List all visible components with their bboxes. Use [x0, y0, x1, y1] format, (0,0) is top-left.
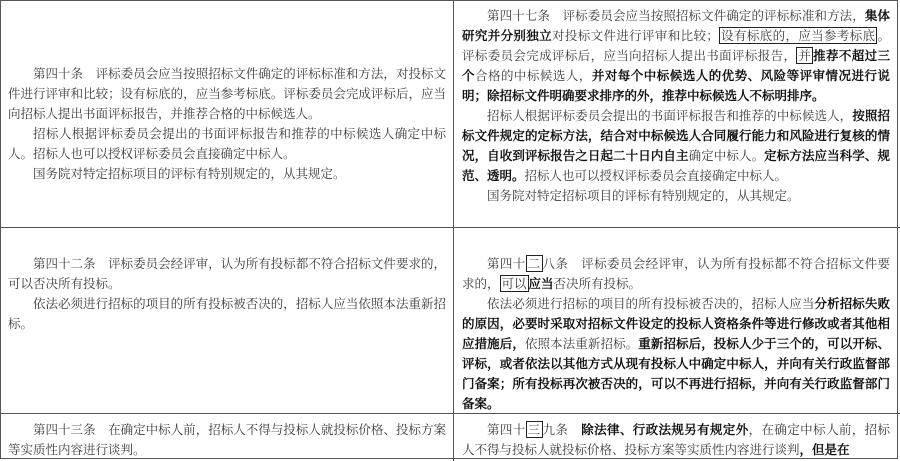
- paragraph: [462, 106, 890, 186]
- text: ，在确定中标人前，招标人不得与投标人就投标价格、投标方案等实质性内容进行谈判: [462, 422, 890, 457]
- paragraph: 第四十三条 在确定中标人前，招标人不得与投标人就投标价格、投标方案等实质性内容进行谈判。: [8, 422, 446, 457]
- added-text: 除法律、行政法规另有规定外: [581, 422, 749, 437]
- paragraph: 国务院对特定招标项目的评标有特别规定的，从其规定。: [487, 188, 800, 203]
- added-text: 应当: [528, 276, 554, 291]
- text: 第四十七条 评标委员会应当按照招标文件确定的评标标准和方法，: [487, 8, 865, 23]
- text: 第四十: [487, 256, 526, 271]
- old-article-42: [2, 254, 452, 334]
- text: 否决所有投标。: [553, 276, 642, 291]
- column-divider: [453, 0, 454, 461]
- deleted-text: 并: [798, 48, 812, 63]
- new-article-47: [456, 6, 896, 206]
- old-article-40: [2, 64, 452, 184]
- old-article-43: [2, 420, 452, 460]
- paragraph: 依法必须进行招标的项目的所有投标被否决的，招标人应当依照本法重新招标。: [8, 296, 446, 331]
- paragraph: 招标人根据评标委员会提出的书面评标报告和推荐的中标候选人确定中标人。招标人也可以授权评标委员会直接确定中标人。: [8, 126, 446, 161]
- paragraph: 第四十条 评标委员会应当按照招标文件确定的评标标准和方法，对投标文件进行评审和比较；设有标底的，应当参考标底。评标委员会完成评标后，应当向招标人提出书面评标报告，并推荐合格的中标候选人。: [8, 66, 446, 121]
- text: 。评标委员会完成评标后，应当向招标人提出书面评标报告，: [462, 28, 890, 63]
- added-text: 推荐不超过三个: [462, 48, 890, 83]
- paragraph: [462, 6, 890, 106]
- text: 对投标文件进行评审和比较；: [552, 28, 719, 43]
- text: 合格的中标候选人，: [474, 68, 592, 83]
- added-text: ，但是在: [799, 442, 850, 457]
- text: 八条 评标委员会经评审，认为所有投标都不符合招标文件要求的，: [462, 256, 890, 291]
- deleted-text: 可以: [501, 276, 527, 291]
- paragraph: [462, 420, 890, 460]
- paragraph: 第四十二条 评标委员会经评审，认为所有投标都不符合招标文件要求的，可以否决所有投标。: [8, 256, 446, 291]
- text: 招标人也可以授权评标委员会直接确定中标人。: [524, 168, 788, 183]
- text: 依法必须进行招标的项目的所有投标被否决的，招标人应当: [487, 296, 815, 311]
- deleted-text: 三: [527, 422, 541, 437]
- paragraph: 国务院对特定招标项目的评标有特别规定的，从其规定。: [33, 166, 346, 181]
- added-text: 定标方法应当科学、规范、透明。: [462, 148, 890, 183]
- paragraph: [462, 254, 890, 294]
- added-text: 集体研究并分别独立: [462, 8, 890, 43]
- new-article-48: [456, 254, 896, 414]
- added-text: 按照招标文件规定的定标方法，结合对中标候选人合同履行能力和风险进行复核的情况，自收到评标报告之日起二十日内自主: [462, 108, 890, 163]
- text: 确定中标人。: [688, 148, 765, 163]
- text: 招标人根据评标委员会提出的书面评标报告和推荐的中标候选人，: [487, 108, 853, 123]
- text: 九条: [542, 422, 582, 437]
- row-divider: [0, 227, 900, 228]
- added-text: 并对每个中标候选人的优势、风险等评审情况进行说明；除招标文件明确要求排序的外，推荐中标候选人不标明排序。: [462, 68, 890, 103]
- new-article-49: [456, 420, 896, 460]
- text: 依照本法重新招标。: [524, 336, 639, 351]
- deleted-text: 设有标底的，应当参考标底: [720, 28, 876, 43]
- text: 第四十: [487, 422, 526, 437]
- added-text: 分析招标失败的原因，必要时采取对招标文件设定的投标人资格条件等进行修改或者其他相应措施后，: [462, 296, 890, 351]
- added-text: 重新招标后，投标人少于三个的，可以开标、评标，或者依法以其他方式从现有投标人中确定中标人，并向有关行政监督部门备案；所有投标再次被否决的，可以不再进行招标，并向有关行政监督部门备案。: [462, 336, 890, 411]
- deleted-text: 二: [527, 256, 541, 271]
- paragraph: [462, 294, 890, 414]
